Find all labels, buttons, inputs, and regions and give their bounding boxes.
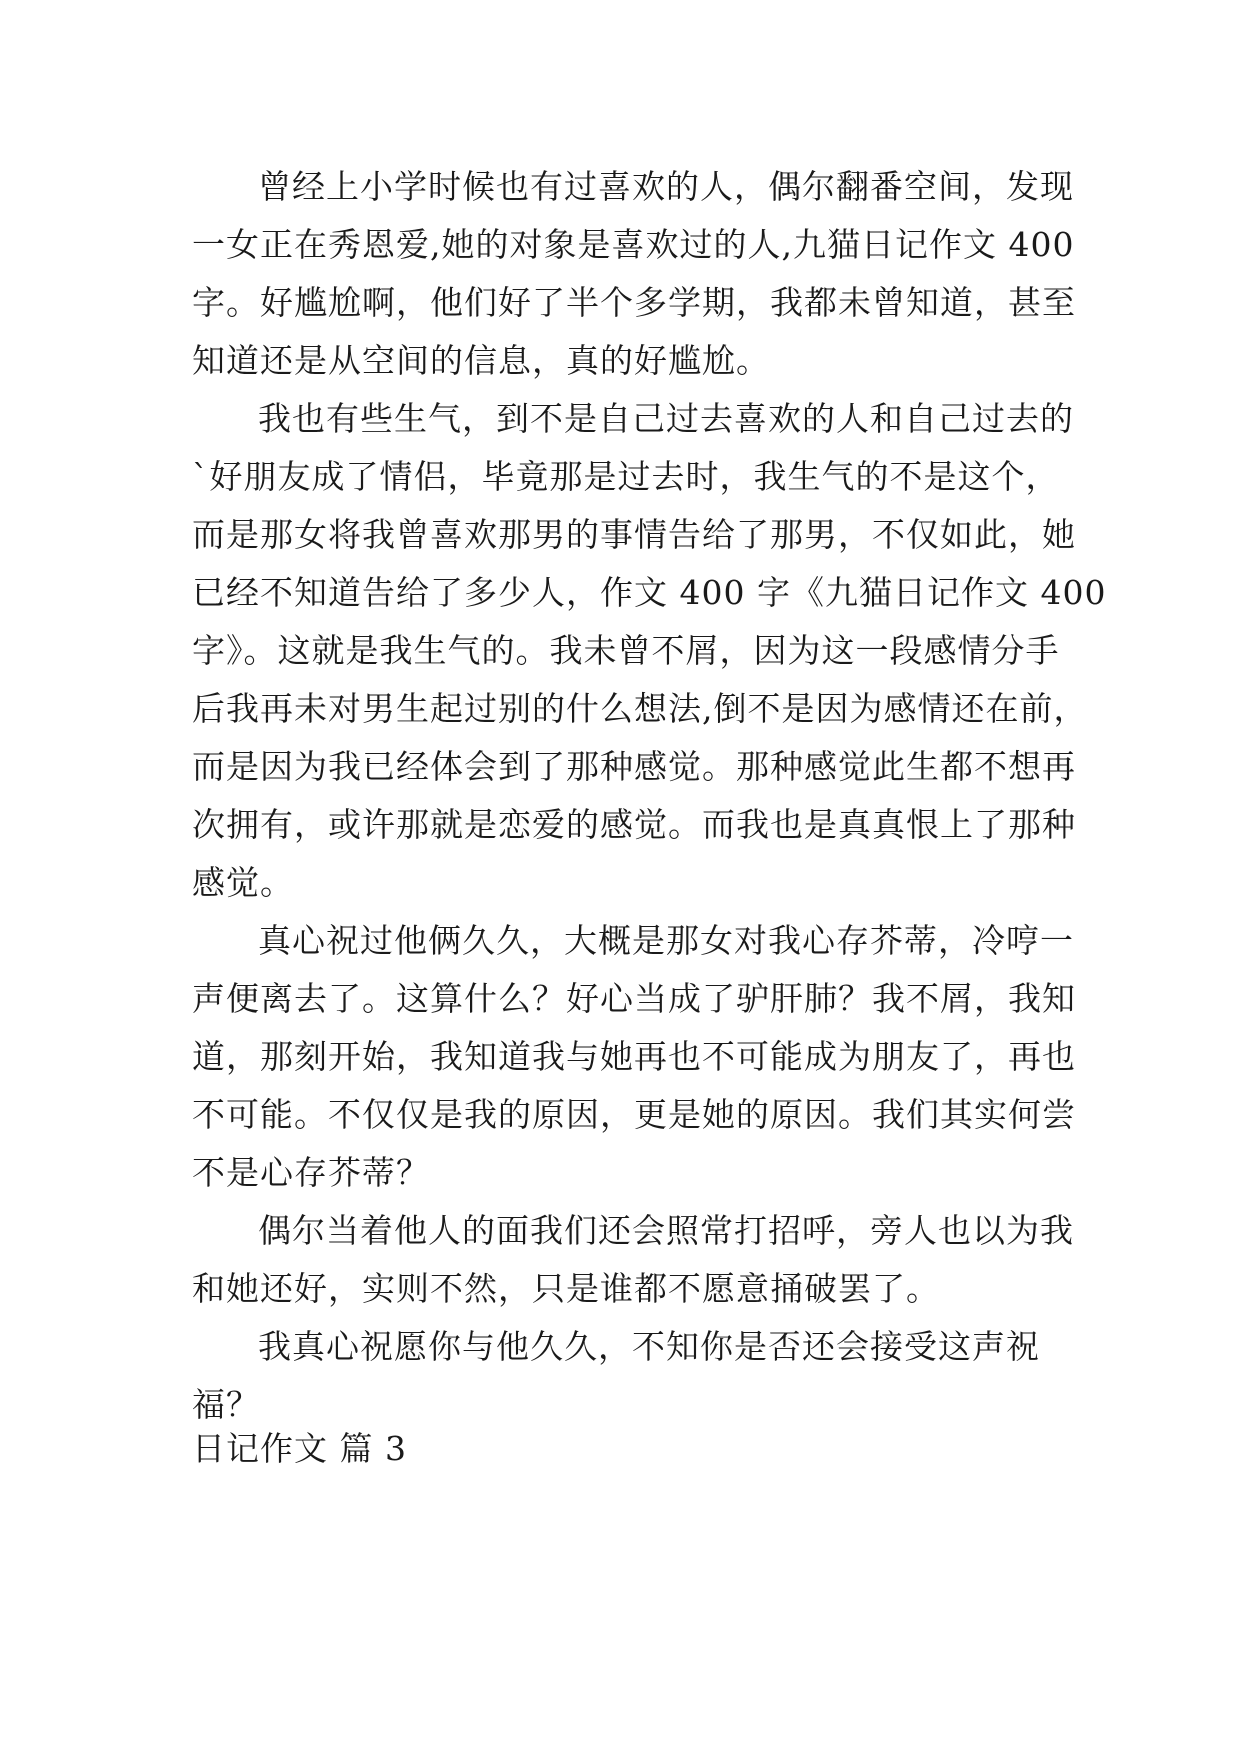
text-line: 字》。这就是我生气的。我未曾不屑，因为这一段感情分手 [192, 631, 1060, 670]
text-line: 和她还好，实则不然，只是谁都不愿意捅破罢了。 [192, 1269, 940, 1308]
text-line: 后我再未对男生起过别的什么想法,倒不是因为感情还在前， [192, 689, 1088, 728]
text-line: 福？ [192, 1385, 260, 1424]
text-line: 真心祝过他俩久久，大概是那女对我心存芥蒂，冷哼一 [258, 921, 1074, 960]
body-text [192, 158, 1107, 1434]
text-line: 一女正在秀恩爱,她的对象是喜欢过的人,九猫日记作文 400 [192, 225, 1075, 264]
text-line: 不是心存芥蒂？ [192, 1153, 430, 1192]
text-line: 我真心祝愿你与他久久，不知你是否还会接受这声祝 [258, 1327, 1040, 1366]
text-line: 知道还是从空间的信息，真的好尴尬。 [192, 341, 770, 380]
text-line: 声便离去了。这算什么？好心当成了驴肝肺？我不屑，我知 [192, 979, 1076, 1018]
text-line: 偶尔当着他人的面我们还会照常打招呼，旁人也以为我 [258, 1211, 1074, 1250]
text-line: 而是那女将我曾喜欢那男的事情告给了那男，不仅如此，她 [192, 515, 1076, 554]
text-line: 次拥有，或许那就是恋爱的感觉。而我也是真真恨上了那种 [192, 805, 1076, 844]
text-line: 我也有些生气，到不是自己过去喜欢的人和自己过去的 [258, 399, 1074, 438]
text-line: 不可能。不仅仅是我的原因，更是她的原因。我们其实何尝 [192, 1095, 1076, 1134]
text-line: 感觉。 [192, 863, 294, 902]
text-line: 曾经上小学时候也有过喜欢的人，偶尔翻番空间，发现 [258, 167, 1074, 206]
text-line: `好朋友成了情侣，毕竟那是过去时，我生气的不是这个， [192, 457, 1060, 496]
text-line: 已经不知道告给了多少人，作文 400 字《九猫日记作文 400 [192, 573, 1107, 612]
text-line: 道，那刻开始，我知道我与她再也不可能成为朋友了，再也 [192, 1037, 1076, 1076]
text-line: 而是因为我已经体会到了那种感觉。那种感觉此生都不想再 [192, 747, 1076, 786]
text-line: 字。好尴尬啊，他们好了半个多学期，我都未曾知道，甚至 [192, 283, 1076, 322]
section-title: 日记作文 篇 3 [192, 1429, 407, 1468]
